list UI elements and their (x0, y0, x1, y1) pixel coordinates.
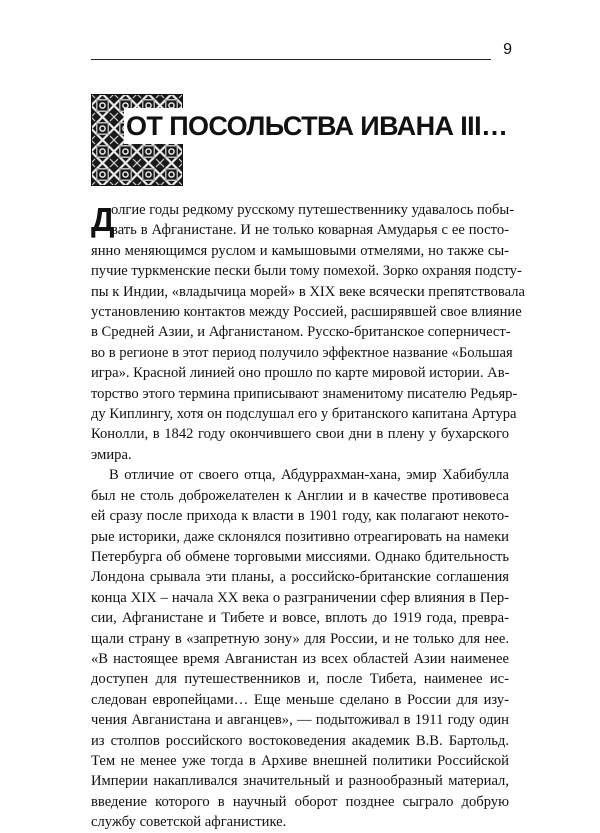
text-line: введение которого в научный оборот позднее сыграло добрую (91, 793, 509, 810)
text-line: сии, Афганистане и Тибете и вовсе, вплоть до 1919 года, превра- (91, 610, 509, 627)
text-line: Петербурга об обмене торговыми миссиями. Однако бдительность (91, 548, 509, 565)
text-line: Империи накапливался значительный и разнообразный материал, (91, 773, 509, 790)
text-line: эмира. (91, 446, 132, 463)
text-line: янно меняющимся руслом и камышовыми отмелями, но также сы- (91, 242, 509, 259)
text-line: чения Авганистана и авганцев», — подытоживал в 1911 году один (91, 712, 509, 729)
text-line: Лондона срывала эти планы, а российско-британские соглашения (91, 569, 509, 586)
text-line: в Средней Азии, и Афганистаном. Русско-британское соперничест- (91, 324, 511, 341)
header-rule (91, 59, 491, 60)
text-line: Конолли, в 1842 году окончившего свои дни в плену у бухарского (91, 426, 509, 443)
text-line: олгие годы редкому русскому путешественнику удавалось побы- (111, 202, 515, 218)
text-line: вать в Афганистане. И не только коварная Амударья с ее посто- (111, 222, 509, 239)
text-line: Тем не менее уже тогда в Архиве внешней политики Российской (91, 752, 509, 769)
paragraph-1 (91, 200, 525, 465)
text-line: щали страну в «запретную зону» для России, и не только для нее. (91, 630, 509, 647)
text-line: рые историки, даже склонялся позитивно отреагировать на намеки (91, 528, 509, 545)
text-line: пы к Индии, «владычица морей» в XIX веке всячески препятствовала (91, 283, 525, 300)
text-line: В отличие от своего отца, Абдуррахман-хана, эмир Хабибулла (109, 467, 509, 484)
text-line: из столпов российского востоковедения академик В.В. Бартольд. (91, 732, 509, 749)
text-line: «В настоящее время Авганистан из всех областей Азии наименее (91, 650, 509, 667)
body-text (91, 200, 525, 833)
text-line: торство этого термина приписывают знаменитому писателю Редьяр- (91, 385, 518, 402)
text-line: ей сразу после прихода к власти в 1901 году, как полагают некото- (91, 508, 509, 525)
text-line: пучие туркменские пески были тому помехой. Зорко охраняя подсту- (91, 263, 522, 280)
text-line: во в регионе в этот период получило эффектное название «Большая (91, 344, 513, 361)
text-line: установлению контактов между Россией, расширявшей свое влияние (91, 304, 522, 321)
text-line: игра». Красной линией оно прошло по карте мировой истории. Ав- (91, 365, 510, 382)
paragraph-2 (91, 465, 509, 832)
text-line: конца XIX – начала XX века о разграничении сфер влияния в Пер- (91, 589, 509, 606)
text-line: доступен для путешественников и, после Тибета, наименее ис- (91, 671, 509, 688)
page-number: 9 (503, 41, 512, 58)
text-line: службу советской афганистике. (91, 814, 287, 831)
chapter-title: ОТ ПОСОЛЬСТВА ИВАНА III… (124, 108, 513, 144)
drop-cap: Д (91, 201, 115, 238)
text-line: ду Киплингу, хотя он подслушал его у британского капитана Артура (91, 406, 517, 423)
text-line: был не столь доброжелателен к Англии и в качестве противовеса (91, 487, 509, 504)
text-line: следован европейцами… Еще меньше сделано в России для изу- (91, 691, 509, 708)
